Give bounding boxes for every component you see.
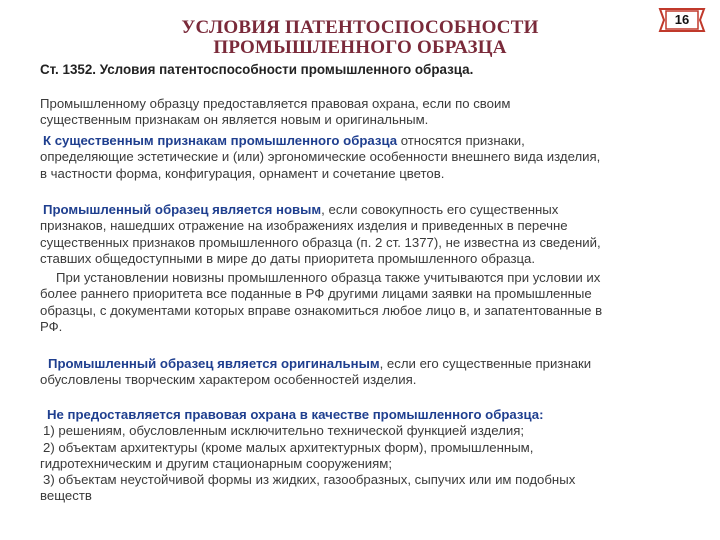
paragraph-1-line: Промышленному образцу предоставляется правовая охрана, если по своим (40, 96, 511, 111)
slide-title (110, 18, 610, 58)
paragraph-5-emphasis: Промышленный образец является оригинальным (48, 356, 380, 371)
paragraph-6-line: гидротехническим и другим стационарным сооружениям; (40, 455, 393, 471)
paragraph-1 (40, 96, 510, 129)
slide-title-line2: ПРОМЫШЛЕННОГО ОБРАЗЦА (213, 37, 507, 58)
paragraph-6-emphasis: Не предоставляется правовая охрана в качестве промышленного образца: (47, 407, 544, 422)
paragraph-6 (40, 407, 575, 505)
paragraph-2-line: определяющие эстетические и (или) эргономические особенности внешнего вида изделия, (40, 149, 601, 165)
page-number: 16 (674, 12, 690, 27)
article-heading: Ст. 1352. Условия патентоспособности промышленного образца. (40, 62, 474, 77)
paragraph-2-line: относятся признаки, (397, 133, 525, 148)
paragraph-6-line: веществ (40, 488, 92, 504)
paragraph-5-line: , если его существенные признаки (379, 356, 592, 371)
page-number-badge (656, 6, 708, 34)
paragraph-2-line: в частности форма, конфигурация, орнамент и сочетание цветов. (40, 165, 445, 181)
paragraph-3 (40, 202, 601, 267)
paragraph-3-line: признаков, нашедших отражение на изображениях изделия и приведенных в перечне (40, 218, 568, 234)
paragraph-4-line: При установлении новизны промышленного образца также учитываются при условии их (56, 270, 601, 285)
paragraph-3-line: существенных признаков промышленного образца (п. 2 ст. 1377), не известна из сведений, (40, 234, 601, 250)
paragraph-3-line: ставших общедоступными в мире до даты приоритета промышленного образца. (40, 250, 536, 266)
paragraph-4-line: более раннего приоритета все поданные в РФ другими лицами заявки на промышленные (40, 286, 592, 302)
paragraph-6-line: 3) объектам неустойчивой формы из жидких, газообразных, сыпучих или им подобных (43, 472, 576, 488)
paragraph-4 (40, 270, 602, 335)
paragraph-6-line: 1) решениям, обусловленным исключительно технической функцией изделия; (43, 423, 524, 439)
paragraph-2 (40, 133, 600, 182)
paragraph-1-line: существенным признакам он является новым и оригинальным. (40, 112, 429, 128)
paragraph-4-line: РФ. (40, 318, 63, 334)
paragraph-3-emphasis: Промышленный образец является новым (43, 202, 322, 217)
paragraph-6-line: 2) объектам архитектуры (кроме малых архитектурных форм), промышленным, (43, 439, 534, 455)
paragraph-2-emphasis: К существенным признакам промышленного образца (43, 133, 398, 148)
slide-title-line1: УСЛОВИЯ ПАТЕНТОСПОСОБНОСТИ (181, 17, 539, 38)
paragraph-3-line: , если совокупность его существенных (321, 202, 559, 217)
paragraph-5-line: обусловлены творческим характером особенностей изделия. (40, 372, 417, 388)
paragraph-5 (40, 356, 591, 389)
paragraph-4-line: образцы, с документами которых вправе ознакомиться любое лицо в, и запатентованные в (40, 302, 603, 318)
